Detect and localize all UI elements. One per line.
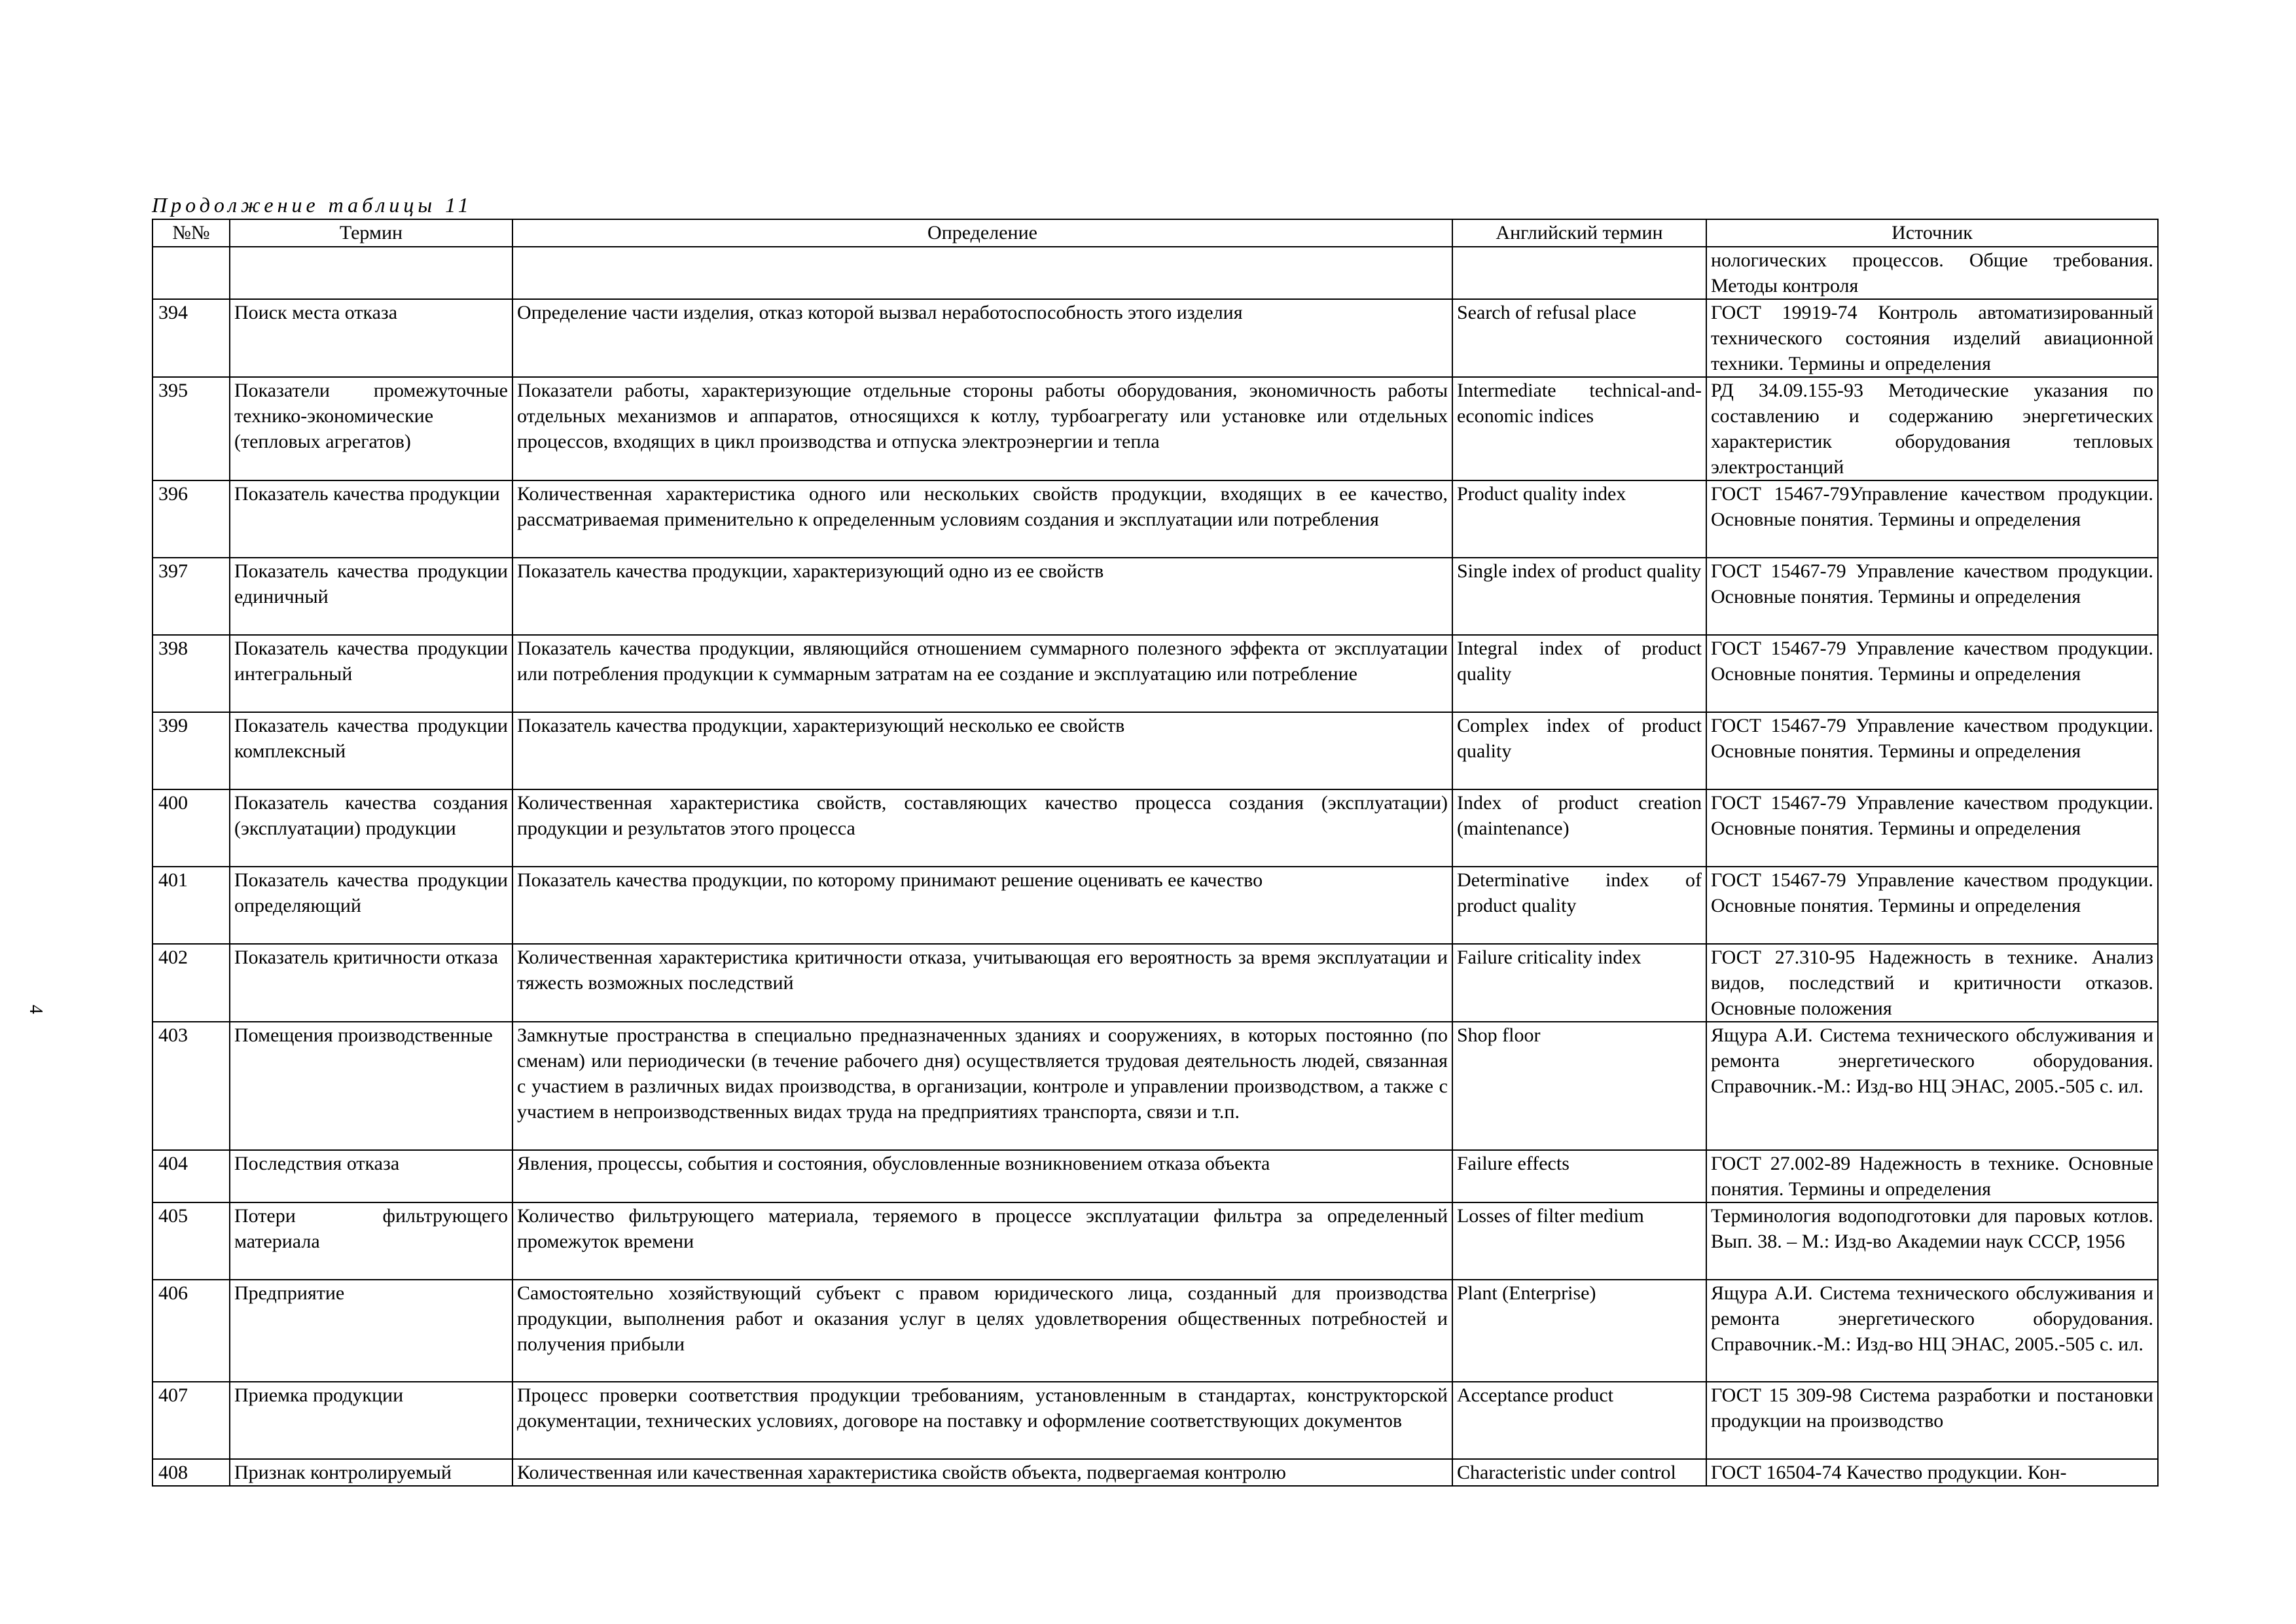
table-row bbox=[152, 1202, 2158, 1280]
row-english-term: Index of product creation (maintenance) bbox=[1452, 789, 1706, 867]
row-english-term: Acceptance product bbox=[1452, 1382, 1706, 1459]
row-source: ГОСТ 15467-79 Управление качеством продукции. Основные понятия. Термины и определения bbox=[1706, 635, 2158, 712]
row-number: 403 bbox=[152, 1022, 230, 1150]
table-row bbox=[152, 247, 2158, 299]
row-definition: Явления, процессы, события и состояния, обусловленные возникновением отказа объекта bbox=[512, 1150, 1452, 1202]
row-number: 402 bbox=[152, 944, 230, 1022]
row-source: ГОСТ 27.002-89 Надежность в технике. Основные понятия. Термины и определения bbox=[1706, 1150, 2158, 1202]
table-row bbox=[152, 1382, 2158, 1459]
row-number: 400 bbox=[152, 789, 230, 867]
row-source: ГОСТ 15467-79 Управление качеством продукции. Основные понятия. Термины и определения bbox=[1706, 789, 2158, 867]
table-header-row bbox=[152, 219, 2158, 247]
row-term: Показатель качества создания (эксплуатации) продукции bbox=[230, 789, 512, 867]
table-row bbox=[152, 712, 2158, 789]
row-term: Показатель качества продукции bbox=[230, 480, 512, 558]
table-row bbox=[152, 1150, 2158, 1202]
row-term: Поиск места отказа bbox=[230, 299, 512, 377]
row-definition: Показатель качества продукции, характеризующий одно из ее свойств bbox=[512, 558, 1452, 635]
row-number bbox=[152, 247, 230, 299]
row-number: 395 bbox=[152, 377, 230, 480]
table-row bbox=[152, 1280, 2158, 1382]
table-row bbox=[152, 789, 2158, 867]
row-source: ГОСТ 27.310-95 Надежность в технике. Анализ видов, последствий и критичности отказов. Основные положения bbox=[1706, 944, 2158, 1022]
row-number: 399 bbox=[152, 712, 230, 789]
row-source: ГОСТ 15 309-98 Система разработки и постановки продукции на производство bbox=[1706, 1382, 2158, 1459]
row-source: ГОСТ 15467-79Управление качеством продукции. Основные понятия. Термины и определения bbox=[1706, 480, 2158, 558]
row-number: 406 bbox=[152, 1280, 230, 1382]
row-number: 404 bbox=[152, 1150, 230, 1202]
row-source: Ящура А.И. Система технического обслуживания и ремонта энергетического оборудования. Справочник.-М.: Изд-во НЦ ЭНАС, 2005.-505 с. ил. bbox=[1706, 1022, 2158, 1150]
table-row bbox=[152, 635, 2158, 712]
row-source: ГОСТ 19919-74 Контроль автоматизированный технического состояния изделий авиационной техники. Термины и определения bbox=[1706, 299, 2158, 377]
row-definition: Определение части изделия, отказ которой вызвал неработоспособность этого изделия bbox=[512, 299, 1452, 377]
row-english-term: Determinative index of product quality bbox=[1452, 867, 1706, 944]
table-row bbox=[152, 1459, 2158, 1486]
row-term: Предприятие bbox=[230, 1280, 512, 1382]
table-row bbox=[152, 558, 2158, 635]
row-english-term: Search of refusal place bbox=[1452, 299, 1706, 377]
row-term: Показатель качества продукции определяющий bbox=[230, 867, 512, 944]
row-source: ГОСТ 16504-74 Качество продукции. Кон- bbox=[1706, 1459, 2158, 1486]
header-english-term: Английский термин bbox=[1452, 219, 1706, 247]
row-term: Потери фильтрующего материала bbox=[230, 1202, 512, 1280]
row-english-term: Characteristic under control bbox=[1452, 1459, 1706, 1486]
header-term: Термин bbox=[230, 219, 512, 247]
row-definition: Количественная характеристика одного или нескольких свойств продукции, входящих в ее качество, рассматриваемая применительно к определенным условиям создания и эксплуатации или потребления bbox=[512, 480, 1452, 558]
row-definition: Количественная характеристика свойств, составляющих качество процесса создания (эксплуатации) продукции и результатов этого процесса bbox=[512, 789, 1452, 867]
row-number: 394 bbox=[152, 299, 230, 377]
row-source: Терминология водоподготовки для паровых котлов. Вып. 38. – М.: Изд-во Академии наук СССР, 1956 bbox=[1706, 1202, 2158, 1280]
row-definition: Показатель качества продукции, характеризующий несколько ее свойств bbox=[512, 712, 1452, 789]
row-source: ГОСТ 15467-79 Управление качеством продукции. Основные понятия. Термины и определения bbox=[1706, 558, 2158, 635]
row-number: 405 bbox=[152, 1202, 230, 1280]
row-term: Приемка продукции bbox=[230, 1382, 512, 1459]
terms-table bbox=[152, 219, 2159, 1487]
row-term: Последствия отказа bbox=[230, 1150, 512, 1202]
table-row bbox=[152, 867, 2158, 944]
row-definition: Процесс проверки соответствия продукции требованиям, установленным в стандартах, конструкторской документации, технических условиях, договоре на поставку и оформление соответствующих документов bbox=[512, 1382, 1452, 1459]
row-definition: Замкнутые пространства в специально предназначенных зданиях и сооружениях, в которых постоянно (по сменам) или периодически (в течение рабочего дня) осуществляется трудовая деятельность людей, связанная с участием в различных видах производства, в организации, контроле и управлении производством, а также с участием в непроизводственных видах труда на предприятиях транспорта, связи и т.п. bbox=[512, 1022, 1452, 1150]
table-row bbox=[152, 377, 2158, 480]
row-definition: Количественная характеристика критичности отказа, учитывающая его вероятность за время эксплуатации и тяжесть возможных последствий bbox=[512, 944, 1452, 1022]
row-term: Признак контролируемый bbox=[230, 1459, 512, 1486]
row-term: Показатель качества продукции интегральный bbox=[230, 635, 512, 712]
header-definition: Определение bbox=[512, 219, 1452, 247]
row-term bbox=[230, 247, 512, 299]
row-english-term: Failure criticality index bbox=[1452, 944, 1706, 1022]
table-row bbox=[152, 944, 2158, 1022]
row-term: Показатель качества продукции комплексный bbox=[230, 712, 512, 789]
row-english-term: Shop floor bbox=[1452, 1022, 1706, 1150]
row-number: 396 bbox=[152, 480, 230, 558]
table-caption: Продолжение таблицы 11 bbox=[152, 193, 473, 217]
table-row bbox=[152, 1022, 2158, 1150]
row-definition: Показатель качества продукции, по которому принимают решение оценивать ее качество bbox=[512, 867, 1452, 944]
row-definition: Количество фильтрующего материала, теряемого в процессе эксплуатации фильтра за определенный промежуток времени bbox=[512, 1202, 1452, 1280]
row-term: Показатели промежуточные технико-экономические (тепловых агрегатов) bbox=[230, 377, 512, 480]
row-definition: Показатель качества продукции, являющийся отношением суммарного полезного эффекта от эксплуатации или потребления продукции к суммарным затратам на ее создание и эксплуатацию или потребление bbox=[512, 635, 1452, 712]
table-body bbox=[152, 247, 2158, 1486]
row-definition: Количественная или качественная характеристика свойств объекта, подвергаемая контролю bbox=[512, 1459, 1452, 1486]
table-row bbox=[152, 480, 2158, 558]
row-english-term: Integral index of product quality bbox=[1452, 635, 1706, 712]
row-number: 407 bbox=[152, 1382, 230, 1459]
row-english-term: Product quality index bbox=[1452, 480, 1706, 558]
row-number: 398 bbox=[152, 635, 230, 712]
row-english-term: Intermediate technical-and-economic indices bbox=[1452, 377, 1706, 480]
row-english-term: Losses of filter medium bbox=[1452, 1202, 1706, 1280]
row-source: нологических процессов. Общие требования. Методы контроля bbox=[1706, 247, 2158, 299]
header-number: №№ bbox=[152, 219, 230, 247]
row-source: Ящура А.И. Система технического обслуживания и ремонта энергетического оборудования. Справочник.-М.: Изд-во НЦ ЭНАС, 2005.-505 с. ил. bbox=[1706, 1280, 2158, 1382]
row-source: РД 34.09.155-93 Методические указания по составлению и содержанию энергетических характеристик оборудования тепловых электростанций bbox=[1706, 377, 2158, 480]
row-english-term: Complex index of product quality bbox=[1452, 712, 1706, 789]
row-english-term: Plant (Enterprise) bbox=[1452, 1280, 1706, 1382]
row-english-term: Failure effects bbox=[1452, 1150, 1706, 1202]
row-number: 408 bbox=[152, 1459, 230, 1486]
row-definition: Самостоятельно хозяйствующий субъект с правом юридического лица, созданный для производства продукции, выполнения работ и оказания услуг в целях удовлетворения общественных потребностей и получения прибыли bbox=[512, 1280, 1452, 1382]
row-number: 397 bbox=[152, 558, 230, 635]
page-number: 4 bbox=[26, 1005, 46, 1014]
row-english-term: Single index of product quality bbox=[1452, 558, 1706, 635]
row-english-term bbox=[1452, 247, 1706, 299]
row-source: ГОСТ 15467-79 Управление качеством продукции. Основные понятия. Термины и определения bbox=[1706, 867, 2158, 944]
row-definition: Показатели работы, характеризующие отдельные стороны работы оборудования, экономичность работы отдельных механизмов и аппаратов, относящихся к котлу, турбоагрегату или установке или отдельных процессов, входящих в цикл производства и отпуска электроэнергии и тепла bbox=[512, 377, 1452, 480]
row-term: Помещения производственные bbox=[230, 1022, 512, 1150]
table-row bbox=[152, 299, 2158, 377]
row-definition bbox=[512, 247, 1452, 299]
header-source: Источник bbox=[1706, 219, 2158, 247]
row-source: ГОСТ 15467-79 Управление качеством продукции. Основные понятия. Термины и определения bbox=[1706, 712, 2158, 789]
row-term: Показатель качества продукции единичный bbox=[230, 558, 512, 635]
row-term: Показатель критичности отказа bbox=[230, 944, 512, 1022]
row-number: 401 bbox=[152, 867, 230, 944]
